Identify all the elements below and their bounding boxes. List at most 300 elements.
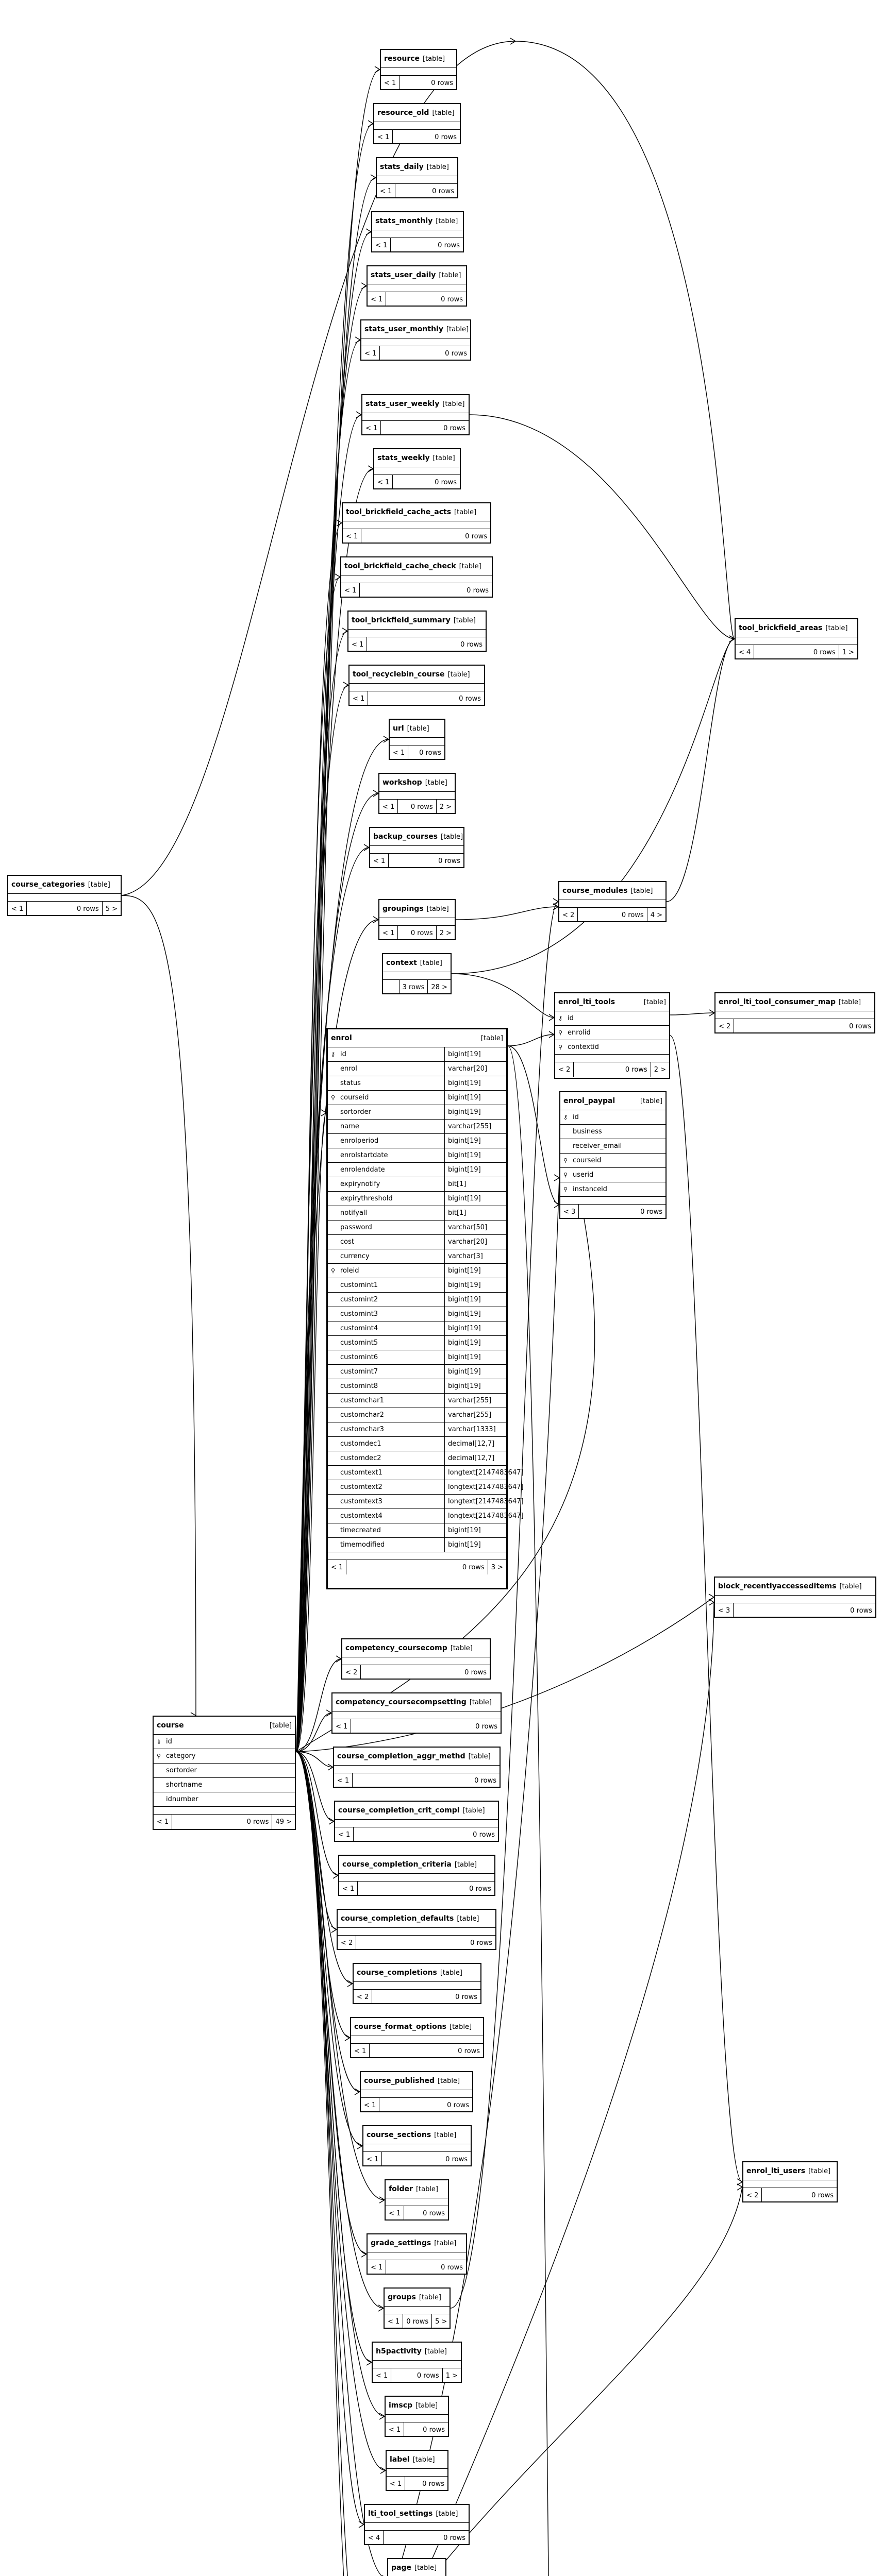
column-enrolstartdate[interactable] [328,1148,506,1163]
row-count: 0 rows [406,2317,429,2326]
column-category[interactable]: ⚲ category [154,1749,295,1764]
parents-count: < 1 [328,1560,346,1574]
table-name: page [391,2564,411,2572]
table-tool-brickfield-summary[interactable] [347,611,487,652]
table-course-completion-crit-compl[interactable] [334,1801,499,1842]
table-type: [table] [839,1582,862,1590]
table-stats-monthly[interactable] [371,211,464,252]
table-type: [table] [412,2455,435,2464]
table-name: tool_recyclebin_course [353,670,445,679]
column-type: bigint[19] [444,1293,506,1307]
table-course-completion-criteria[interactable] [338,1855,495,1896]
foreign-key-icon: ⚲ [330,1094,336,1101]
column-customchar2[interactable] [328,1408,506,1422]
table-type: [table] [446,325,469,333]
column-type: decimal[12,7] [444,1451,506,1465]
table-type: [table] [454,1860,477,1869]
table-type: [table] [432,454,455,462]
table-resource[interactable] [380,49,457,90]
column-type: bigint[19] [444,1336,506,1350]
column-shortname[interactable]: shortname [154,1778,295,1792]
column-type: bigint[19] [444,1134,506,1148]
children-count: 5 > [102,902,121,916]
table-enrol-lti-tool-consumer-map[interactable] [714,992,875,1033]
row-count: 0 rows [422,2480,444,2488]
table-type: [table] [459,562,481,570]
table-course-completion-defaults[interactable] [337,1909,496,1950]
column-name: courseid [340,1094,369,1101]
parents-count: < 1 [362,421,381,435]
column-type: bigint[19] [444,1321,506,1335]
parents-count: < 1 [154,1815,172,1829]
table-name: stats_user_monthly [364,325,443,333]
column-type: longtext[2147483647] [444,1480,506,1494]
table-course-published[interactable] [360,2071,473,2112]
table-type: [table] [434,2239,457,2247]
column-type: bigint[19] [444,1538,506,1552]
children-count: 3 > [488,1560,506,1574]
column-type: bigint[19] [444,1350,506,1364]
column-name: password [340,1224,372,1231]
parents-count: < 1 [385,2314,403,2329]
parents-count: < 2 [354,1990,372,2004]
children-count: 2 > [436,800,455,814]
table-name: stats_user_daily [371,271,436,279]
column-type: bigint[19] [444,1365,506,1379]
table-type: [table] [423,55,445,63]
parents-count: < 1 [379,926,398,940]
column-type: longtext[2147483647] [444,1495,506,1509]
column-customdec1[interactable] [328,1437,506,1451]
column-type: bigint[19] [444,1264,506,1278]
table-type: [table] [454,508,477,516]
table-type: [table] [426,163,449,171]
row-count: 0 rows [474,1776,496,1785]
column-currency[interactable] [328,1249,506,1264]
table-groupings[interactable] [378,899,456,940]
parents-count: < 2 [338,1936,356,1950]
foreign-key-icon: ⚲ [563,1172,568,1178]
row-count: 0 rows [473,1831,495,1839]
column-type: varchar[20] [444,1235,506,1249]
row-count: 0 rows [410,803,433,811]
table-type: [table] [436,2510,458,2518]
table-type: [table] [424,2347,447,2355]
column-name: customdec2 [340,1454,381,1462]
column-contextid[interactable]: ⚲ contextid [555,1040,669,1055]
column-customint4[interactable] [328,1321,506,1336]
table-grade-settings[interactable] [367,2233,467,2275]
column-type: bigint[19] [444,1278,506,1292]
parents-count: < 1 [8,902,27,916]
table-lti-tool-settings[interactable] [364,2504,470,2545]
table-stats-user-weekly[interactable] [361,394,470,435]
row-count: 0 rows [625,1065,647,1074]
primary-key-icon: ⚷ [156,1738,161,1745]
row-count: 0 rows [621,911,644,919]
column-type: bigint[19] [444,1148,506,1162]
table-name: course [157,1721,184,1730]
parents-count: < 2 [743,2188,762,2202]
table-type: [table] [414,2564,437,2572]
column-type: varchar[50] [444,1221,506,1234]
column-name: customtext3 [340,1498,382,1505]
row-count: 0 rows [469,1885,491,1893]
row-count: 0 rows [850,1606,872,1615]
children-count: 4 > [647,908,665,922]
parents-count: < 1 [332,1719,351,1734]
table-type: [table] [434,2131,457,2139]
row-count: 0 rows [441,295,463,303]
column-customint3[interactable] [328,1307,506,1321]
table-type: [table] [426,905,449,913]
column-timemodified[interactable] [328,1538,506,1552]
table-context[interactable] [382,953,452,994]
column-id[interactable]: ⚷ id [154,1735,295,1749]
row-count: 0 rows [443,424,465,432]
relationship-line [122,895,196,1716]
parents-count: < 1 [386,2422,404,2437]
foreign-key-icon: ⚲ [330,1267,336,1274]
parents-count: < 2 [715,1019,734,1033]
parents-count: < 1 [368,292,386,307]
relationship-line [296,1752,334,1821]
column-customint7[interactable] [328,1365,506,1379]
column-name: name [340,1123,359,1130]
table-name: groups [388,2293,416,2301]
table-course-completions[interactable] [353,1963,481,2004]
column-name: enrolenddate [340,1166,385,1174]
primary-key-icon: ⚷ [563,1114,568,1121]
column-customint6[interactable] [328,1350,506,1365]
row-count: 0 rows [475,1722,497,1731]
table-course-format-options[interactable] [350,2017,484,2058]
table-course-completion-aggr-methd[interactable] [333,1747,501,1788]
table-enrol[interactable] [326,1028,524,1589]
table-name: course_modules [562,887,628,895]
relationship-line [452,974,554,1018]
table-name: course_published [364,2077,435,2085]
children-count: 1 > [442,2368,461,2383]
relationship-line [508,1035,554,1046]
column-type: varchar[1333] [444,1422,506,1436]
table-name: course_completion_criteria [342,1860,452,1869]
parents-count: < 1 [379,800,398,814]
column-name: currency [340,1252,370,1260]
table-type: [table] [436,217,458,225]
table-name: enrol_lti_tools [558,998,615,1006]
table-type: [table] [407,724,429,733]
column-customint8[interactable] [328,1379,506,1394]
relationship-line [670,1013,714,1015]
column-name: enrolstartdate [340,1151,388,1159]
primary-key-icon: ⚷ [558,1015,563,1022]
parents-count: < 1 [334,1773,353,1788]
column-customint2[interactable] [328,1293,506,1307]
row-count: 0 rows [455,1993,477,2001]
row-count: 0 rows [811,2191,834,2199]
table-name: resource [384,55,420,63]
table-name: h5pactivity [376,2347,422,2355]
table-type: [table] [441,833,463,841]
column-enrolenddate[interactable] [328,1163,506,1177]
parents-count: < 1 [370,854,389,868]
column-sortorder[interactable]: sortorder [154,1764,295,1778]
column-password[interactable] [328,1221,506,1235]
parents-count: < 1 [339,1882,358,1896]
column-type: varchar[20] [444,1062,506,1076]
table-stats-user-monthly[interactable] [360,319,471,361]
column-business[interactable]: business [560,1125,665,1139]
parents-count: < 1 [341,583,360,598]
column-name: customtext4 [340,1512,382,1520]
column-id[interactable] [328,1047,506,1062]
column-type: bigint[19] [444,1307,506,1321]
foreign-key-icon: ⚲ [558,1029,563,1036]
row-count: 0 rows [432,187,454,195]
row-count: 0 rows [470,1939,492,1947]
relationship-line [296,1752,337,1929]
table-tool-brickfield-cache-check[interactable] [340,556,493,598]
table-name: grade_settings [371,2239,431,2247]
column-cost[interactable] [328,1235,506,1249]
table-groups[interactable] [384,2287,451,2329]
column-name[interactable] [328,1120,506,1134]
column-type: varchar[3] [444,1249,506,1263]
row-count: 0 rows [435,478,457,486]
column-type: varchar[255] [444,1408,506,1422]
parents-count: < 2 [342,1665,361,1680]
parents-count: < 1 [386,2206,404,2221]
column-timecreated[interactable] [328,1523,506,1538]
column-type: bit[1] [444,1177,506,1191]
column-idnumber[interactable]: idnumber [154,1792,295,1807]
children-count: 49 > [272,1815,295,1829]
column-name: enrolperiod [340,1137,379,1145]
relationship-line [470,415,735,639]
table-folder[interactable] [385,2179,449,2221]
table-tool-brickfield-areas[interactable] [735,618,858,659]
row-count: 0 rows [447,2101,469,2109]
column-name: customdec1 [340,1440,381,1448]
row-count: 0 rows [435,133,457,141]
children-count: 2 > [651,1062,669,1077]
parents-count: < 4 [365,2531,384,2545]
row-count: 0 rows [441,2263,463,2272]
column-customdec2[interactable] [328,1451,506,1466]
parents-count [383,980,400,994]
parents-count: < 1 [363,2152,382,2166]
parents-count: < 1 [368,2260,386,2275]
table-type: [table] [440,1969,462,1977]
table-name: stats_user_weekly [365,400,440,408]
row-count: 0 rows [445,349,467,358]
table-type: [table] [88,880,110,889]
table-name: tool_brickfield_cache_check [344,562,456,570]
column-customint1[interactable] [328,1278,506,1293]
column-instanceid[interactable]: ⚲ instanceid [560,1182,665,1197]
table-name: context [386,959,417,967]
column-name: customint6 [340,1353,378,1361]
column-courseid[interactable]: ⚲ courseid [560,1154,665,1168]
row-count: 0 rows [460,640,482,649]
children-count: 5 > [431,2314,450,2329]
column-notifyall[interactable] [328,1206,506,1221]
parents-count: < 1 [381,76,400,90]
parents-count: < 1 [374,130,393,144]
table-enrol-lti-users[interactable] [742,2161,838,2202]
table-type: [table] [450,1644,473,1652]
row-count: 0 rows [410,929,433,937]
parents-count: < 3 [715,1603,734,1618]
column-name: customchar2 [340,1411,384,1419]
column-status[interactable] [328,1076,506,1091]
parents-count: < 1 [343,529,361,544]
column-customtext1[interactable] [328,1466,524,1480]
table-type: [table] [453,616,476,624]
parents-count: < 1 [350,691,368,706]
row-count: 0 rows [459,694,481,703]
parents-count: < 1 [351,2044,370,2058]
relationship-line [508,1046,559,1205]
relationship-line [456,907,558,920]
column-id[interactable]: ⚷ id [560,1110,665,1125]
column-name: customint4 [340,1325,378,1332]
table-block-recentlyaccesseditems[interactable] [714,1577,876,1618]
column-expirythreshold[interactable] [328,1192,506,1206]
table-enrol-paypal[interactable] [559,1091,667,1219]
table-workshop[interactable] [378,773,456,814]
table-name: label [390,2455,410,2464]
row-count: 0 rows [464,1668,487,1676]
table-imscp[interactable] [385,2396,449,2437]
column-receiver-email[interactable]: receiver_email [560,1139,665,1154]
table-name: course_sections [367,2131,431,2139]
row-count: 0 rows [423,2426,445,2434]
column-type: bigint[19] [444,1091,506,1105]
column-enrolid[interactable]: ⚲ enrolid [555,1026,669,1040]
column-name: enrol [340,1065,357,1073]
column-id[interactable]: ⚷ id [555,1011,669,1026]
row-count: 3 rows [402,983,425,991]
column-type: varchar[255] [444,1120,506,1133]
parents-count: < 1 [374,475,393,489]
table-name: block_recentlyaccesseditems [718,1582,837,1590]
table-backup-courses[interactable] [369,827,464,868]
table-name: enrol_lti_users [746,2167,806,2175]
column-name: timemodified [340,1541,385,1549]
table-competency-coursecompsetting[interactable] [331,1692,502,1734]
table-name: competency_coursecompsetting [336,1698,467,1706]
table-name: enrol_paypal [563,1097,615,1105]
table-url[interactable] [389,719,445,760]
table-name: tool_brickfield_cache_acts [346,508,452,516]
primary-key-icon: ⚷ [330,1051,336,1058]
column-expirynotify[interactable] [328,1177,506,1192]
column-customtext2[interactable] [328,1480,524,1495]
column-type: bigint[19] [444,1523,506,1537]
column-roleid[interactable] [328,1264,506,1278]
column-name: customint8 [340,1382,378,1390]
table-type: [table] [420,959,442,967]
foreign-key-icon: ⚲ [558,1044,563,1050]
table-tool-brickfield-cache-acts[interactable] [342,502,491,544]
table-stats-daily[interactable] [376,157,458,198]
column-customchar3[interactable] [328,1422,506,1437]
table-type: [table] [419,2293,441,2301]
table-course-categories[interactable] [7,875,122,916]
table-name: tool_brickfield_summary [352,616,451,624]
table-course-modules[interactable] [558,881,667,922]
column-userid[interactable]: ⚲ userid [560,1168,665,1182]
row-count: 0 rows [438,241,460,249]
column-type: bigint[19] [444,1163,506,1177]
table-resource-old[interactable] [373,103,461,144]
column-name: notifyall [340,1209,368,1217]
table-name: workshop [382,778,422,787]
column-courseid[interactable] [328,1091,506,1105]
children-count: 28 > [427,980,451,994]
column-sortorder[interactable] [328,1105,506,1120]
table-label[interactable] [386,2450,448,2491]
column-name: sortorder [340,1108,371,1116]
relationship-line [260,2187,742,2576]
table-type: [table] [643,998,666,1006]
children-count: 2 > [436,926,455,940]
table-tool-recyclebin-course[interactable] [348,665,485,706]
column-enrol[interactable] [328,1062,506,1076]
column-name: customint1 [340,1281,378,1289]
row-count: 0 rows [417,2371,439,2380]
table-course[interactable] [153,1716,296,1830]
column-customint5[interactable] [328,1336,506,1350]
column-type: bigint[19] [444,1192,506,1206]
table-stats-weekly[interactable] [373,448,461,489]
foreign-key-icon: ⚲ [563,1157,568,1164]
table-name: url [393,724,404,733]
parents-count: < 1 [373,2368,391,2383]
table-page[interactable] [387,2558,446,2576]
table-name: stats_weekly [377,454,430,462]
column-customchar1[interactable] [328,1394,506,1408]
column-customtext4[interactable] [328,1509,524,1523]
row-count: 0 rows [462,1563,485,1571]
table-stats-user-daily[interactable] [367,265,467,307]
table-enrol-lti-tools[interactable] [554,992,670,1079]
table-type: [table] [415,2185,439,2193]
table-name: folder [389,2185,413,2193]
table-name: resource_old [377,109,429,117]
table-course-sections[interactable] [362,2125,472,2166]
row-count: 0 rows [465,532,487,540]
parents-count: < 1 [361,2098,379,2112]
column-enrolperiod[interactable] [328,1134,506,1148]
table-competency-coursecomp[interactable] [341,1638,491,1680]
table-name: course_completion_defaults [341,1914,454,1923]
table-name: lti_tool_settings [368,2510,433,2518]
column-customtext3[interactable] [328,1495,524,1509]
table-name: tool_brickfield_areas [739,624,823,632]
row-count: 0 rows [849,1022,871,1030]
table-name: enrol [331,1034,352,1042]
table-h5pactivity[interactable] [372,2342,462,2383]
row-count: 0 rows [443,2534,465,2542]
row-count: 0 rows [458,2047,480,2055]
column-name: customint7 [340,1368,378,1376]
relationship-line [452,639,735,974]
table-type: [table] [808,2167,831,2175]
parents-count: < 1 [387,2477,405,2491]
